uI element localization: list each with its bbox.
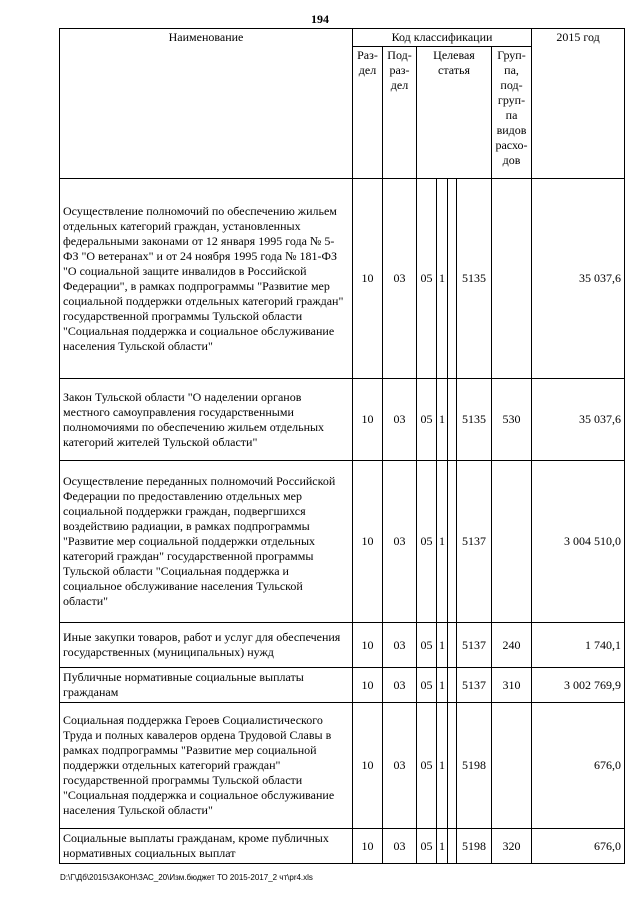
row-subsection: 03 — [383, 829, 417, 864]
row-amount: 3 002 769,9 — [532, 668, 625, 703]
row-target-event — [448, 668, 457, 703]
row-name: Социальная поддержка Героев Социалистического Труда и полных кавалеров ордена Трудовой Славы в рамках подпрограммы "Развитие мер социальной поддержки отдельных категорий граждан" государственной программы Тульской области "Социальная поддержка и социальное обслуживание населения Тульской области" — [60, 703, 353, 829]
row-section: 10 — [353, 461, 383, 623]
row-target-direction: 5135 — [457, 379, 492, 461]
row-target-event — [448, 379, 457, 461]
header-target: Целевая статья — [417, 47, 492, 179]
row-name: Иные закупки товаров, работ и услуг для обеспечения государственных (муниципальных) нужд — [60, 623, 353, 668]
header-group: Груп-па, под-груп-па видов расхо-дов — [492, 47, 532, 179]
row-expense-group: 310 — [492, 668, 532, 703]
row-target-subprogram: 1 — [437, 703, 448, 829]
row-name: Осуществление полномочий по обеспечению жильем отдельных категорий граждан, установленных федеральными законами от 12 января 1995 года № 5-ФЗ "О ветеранах" и от 24 ноября 1995 года № 181-ФЗ "О социальной защите инвалидов в Российской Федерации", в рамках подпрограммы "Развитие мер социальной поддержки отдельных категорий граждан" государственной программы Тульской области "Социальная поддержка и социальное обслуживание населения Тульской области" — [60, 179, 353, 379]
row-subsection: 03 — [383, 623, 417, 668]
row-expense-group: 240 — [492, 623, 532, 668]
header-year: 2015 год — [532, 29, 625, 179]
row-subsection: 03 — [383, 703, 417, 829]
row-target-subprogram: 1 — [437, 461, 448, 623]
budget-table — [59, 28, 625, 864]
row-name: Публичные нормативные социальные выплаты гражданам — [60, 668, 353, 703]
row-amount: 35 037,6 — [532, 179, 625, 379]
row-target-event — [448, 829, 457, 864]
row-expense-group — [492, 461, 532, 623]
row-section: 10 — [353, 668, 383, 703]
row-expense-group: 530 — [492, 379, 532, 461]
row-name: Осуществление переданных полномочий Российской Федерации по предоставлению отдельных мер социальной поддержки граждан, подвергшихся воздействию радиации, в рамках подпрограммы "Развитие мер социальной поддержки отдельных категорий граждан" государственной программы Тульской области "Социальная поддержка и социальное обслуживание населения Тульской области" — [60, 461, 353, 623]
row-section: 10 — [353, 379, 383, 461]
row-name: Социальные выплаты гражданам, кроме публичных нормативных социальных выплат — [60, 829, 353, 864]
table-row — [60, 623, 625, 668]
row-target-program: 05 — [417, 623, 437, 668]
row-target-program: 05 — [417, 179, 437, 379]
row-target-program: 05 — [417, 461, 437, 623]
header-section: Раз-дел — [353, 47, 383, 179]
row-target-direction: 5135 — [457, 179, 492, 379]
row-target-event — [448, 179, 457, 379]
row-section: 10 — [353, 703, 383, 829]
table-row — [60, 179, 625, 379]
table-row — [60, 829, 625, 864]
page-number: 194 — [311, 12, 329, 26]
table-row — [60, 668, 625, 703]
header-subsection: Под-раз-дел — [383, 47, 417, 179]
header-classification: Код классификации — [353, 29, 532, 47]
row-target-subprogram: 1 — [437, 668, 448, 703]
row-section: 10 — [353, 623, 383, 668]
row-target-subprogram: 1 — [437, 179, 448, 379]
row-target-direction: 5137 — [457, 623, 492, 668]
row-target-subprogram: 1 — [437, 379, 448, 461]
row-target-subprogram: 1 — [437, 829, 448, 864]
row-subsection: 03 — [383, 461, 417, 623]
row-target-program: 05 — [417, 703, 437, 829]
row-section: 10 — [353, 179, 383, 379]
row-amount: 676,0 — [532, 829, 625, 864]
row-target-direction: 5198 — [457, 829, 492, 864]
file-path-footer: D:\Г\Дб\2015\ЗАКОН\ЗАС_20\Изм.бюджет ТО 2015-2017_2 чт\pr4.xls — [60, 873, 313, 882]
table-row — [60, 703, 625, 829]
row-target-event — [448, 461, 457, 623]
row-target-direction: 5198 — [457, 703, 492, 829]
header-name: Наименование — [60, 29, 353, 179]
row-target-direction: 5137 — [457, 461, 492, 623]
row-expense-group — [492, 703, 532, 829]
row-target-event — [448, 703, 457, 829]
row-name: Закон Тульской области "О наделении органов местного самоуправления государственными полномочиями по обеспечению жильем отдельных категорий жителей Тульской области" — [60, 379, 353, 461]
row-subsection: 03 — [383, 668, 417, 703]
table-row — [60, 461, 625, 623]
row-target-direction: 5137 — [457, 668, 492, 703]
row-target-subprogram: 1 — [437, 623, 448, 668]
row-amount: 1 740,1 — [532, 623, 625, 668]
row-target-event — [448, 623, 457, 668]
row-target-program: 05 — [417, 668, 437, 703]
row-target-program: 05 — [417, 829, 437, 864]
row-target-program: 05 — [417, 379, 437, 461]
row-amount: 3 004 510,0 — [532, 461, 625, 623]
row-amount: 35 037,6 — [532, 379, 625, 461]
row-subsection: 03 — [383, 179, 417, 379]
row-subsection: 03 — [383, 379, 417, 461]
row-section: 10 — [353, 829, 383, 864]
row-expense-group: 320 — [492, 829, 532, 864]
row-amount: 676,0 — [532, 703, 625, 829]
table-row — [60, 379, 625, 461]
row-expense-group — [492, 179, 532, 379]
